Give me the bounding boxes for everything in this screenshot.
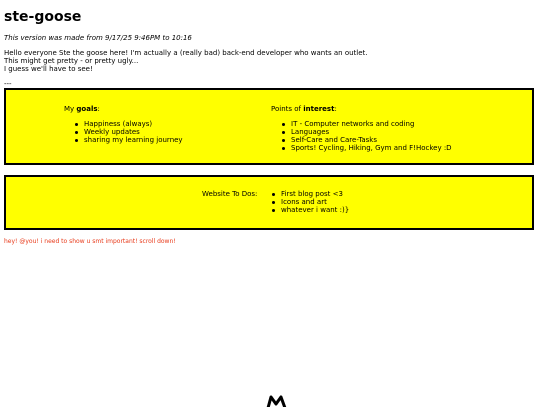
interests-heading-bold: interest [303,105,335,113]
todos-list [261,190,349,214]
interests-heading-prefix: Points of [271,105,304,113]
list-item: Languages [271,128,452,136]
list-item: sharing my learning journey [64,136,183,144]
todos-label: Website To Dos: [202,190,258,198]
intro-line: I guess we'll have to see! [4,65,93,73]
list-item: First blog post <3 [261,190,349,198]
intro-line: This might get pretty - or pretty ugly... [4,57,139,65]
interests-list [271,120,452,152]
interests-heading [271,105,452,113]
goals-list [64,120,183,144]
separator: --- [4,80,12,88]
interests-section [271,105,452,152]
list-item: IT - Computer networks and coding [271,120,452,128]
scroll-notice: hey! @you! i need to show u smt important! scroll down! [4,238,176,245]
list-item: Self-Care and Care-Tasks [271,136,452,144]
intro-text [4,49,368,73]
list-item: Weekly updates [64,128,183,136]
version-info: This version was made from 9/17/25 9:46PM to 10:16 [4,34,192,42]
list-item: whatever i want :)} [261,206,349,214]
page-title: ste-goose [4,9,82,25]
list-item: Sports! Cycling, Hiking, Gym and F!Hockey :D [271,144,452,152]
list-item: Icons and art [261,198,349,206]
goals-interests-box [4,88,534,165]
goals-section [64,105,183,144]
goals-heading-bold: goals [76,105,98,113]
intro-line: Hello everyone Ste the goose here! I'm actually a (really bad) back-end developer who wants an outlet. [4,49,368,57]
goals-heading [64,105,183,113]
interests-heading-suffix: : [334,105,337,113]
goals-heading-suffix: : [97,105,100,113]
goals-heading-prefix: My [64,105,77,113]
list-item: Happiness (always) [64,120,183,128]
todos-box [4,175,534,230]
